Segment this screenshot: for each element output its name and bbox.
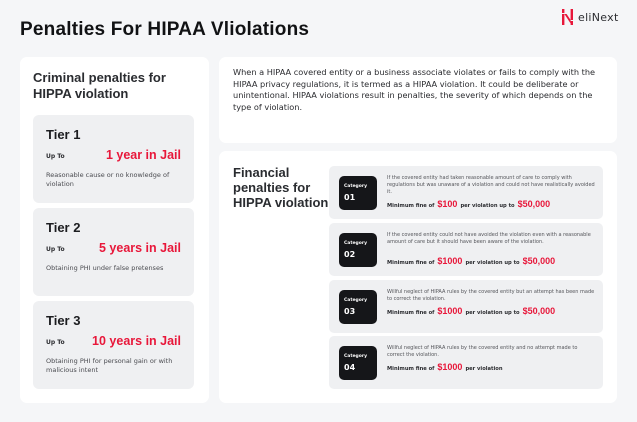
tier-jail-penalty: 1 year in Jail: [105, 148, 181, 162]
fine-min-amount: $100: [437, 199, 458, 209]
category-description: If the covered entity had taken reasonable amount of care to comply with regulations but was unaware of a violation and could not have realistically avoided it.: [387, 175, 595, 195]
tier-jail-penalty: 10 years in Jail: [92, 334, 181, 348]
financial-penalties-card: [219, 151, 617, 403]
category-card-1: [329, 166, 603, 219]
tier-description: Reasonable cause or no knowledge of violation: [46, 171, 170, 188]
fine-min-amount: $1000: [437, 306, 463, 316]
fine-per-label: per violation up to: [465, 260, 520, 266]
criminal-penalties-title: Criminal penalties for HIPPA violation: [33, 70, 166, 101]
category-badge: [339, 290, 377, 324]
tier-description: Obtaining PHI under false pretenses: [46, 264, 164, 272]
tier-name: Tier 3: [46, 313, 81, 328]
fine-per-label: per violation: [465, 366, 503, 372]
intro-paragraph: When a HIPAA covered entity or a business associate violates or fails to comply with the HIPAA privacy regulations, it is termed as a HIPAA violation. It could be deliberate or unintentional. HIPAA violations result in penalties, the severity of which depends on the type of violation.: [233, 67, 596, 113]
category-description: If the covered entity could not have avoided the violation even with a reasonable amount of care but it should have been aware of the violation.: [387, 232, 591, 245]
tier-description: Obtaining PHI for personal gain or with malicious intent: [46, 357, 173, 374]
category-card-3: [329, 280, 603, 333]
category-number: 03: [344, 307, 356, 316]
category-label: Category: [344, 184, 368, 189]
fine-min-amount: $1000: [437, 362, 463, 372]
tier-card-3: [33, 301, 194, 389]
category-label: Category: [344, 354, 368, 359]
fine-min-label: Minimum fine of: [387, 260, 435, 266]
category-label: Category: [344, 241, 368, 246]
category-number: 01: [344, 193, 356, 202]
fine-min-label: Minimum fine of: [387, 203, 435, 209]
fine-max-amount: $50,000: [522, 306, 556, 316]
category-badge: [339, 233, 377, 267]
fine-min-label: Minimum fine of: [387, 310, 435, 316]
tier-jail-penalty: 5 years in Jail: [98, 241, 181, 255]
category-card-2: [329, 223, 603, 276]
category-fine: [387, 306, 555, 316]
tier-up-to-label: Up To: [46, 246, 65, 253]
tier-name: Tier 2: [46, 220, 81, 235]
category-fine: [387, 256, 555, 266]
category-fine: [387, 199, 550, 209]
tier-name: Tier 1: [46, 127, 81, 142]
category-description: Willful neglect of HIPAA rules by the covered entity but an attempt has been made to correct the violation.: [387, 289, 595, 302]
category-number: 04: [344, 363, 356, 372]
category-badge: [339, 346, 377, 380]
category-badge: [339, 176, 377, 210]
tier-up-to-label: Up To: [46, 339, 65, 346]
category-number: 02: [344, 250, 356, 259]
fine-per-label: per violation up to: [460, 203, 515, 209]
elinext-logo[interactable]: [562, 9, 619, 25]
fine-per-label: per violation up to: [465, 310, 520, 316]
tier-card-2: [33, 208, 194, 296]
elinext-logo-mark-icon: [562, 9, 573, 25]
category-card-4: [329, 336, 603, 389]
tier-card-1: [33, 115, 194, 203]
category-fine: [387, 362, 503, 372]
tier-up-to-label: Up To: [46, 153, 65, 160]
intro-card: [219, 57, 617, 143]
fine-min-label: Minimum fine of: [387, 366, 435, 372]
fine-min-amount: $1000: [437, 256, 463, 266]
category-label: Category: [344, 298, 368, 303]
criminal-penalties-card: [20, 57, 209, 403]
page-title: Penalties For HIPAA Vliolations: [20, 19, 310, 40]
category-description: Willful neglect of HIPAA rules by the covered entity and no attempt made to correct the violation.: [387, 345, 578, 358]
logo-text: eliNext: [578, 10, 619, 24]
fine-max-amount: $50,000: [517, 199, 551, 209]
financial-penalties-title: Financial penalties for HIPPA violation: [233, 165, 329, 210]
fine-max-amount: $50,000: [522, 256, 556, 266]
